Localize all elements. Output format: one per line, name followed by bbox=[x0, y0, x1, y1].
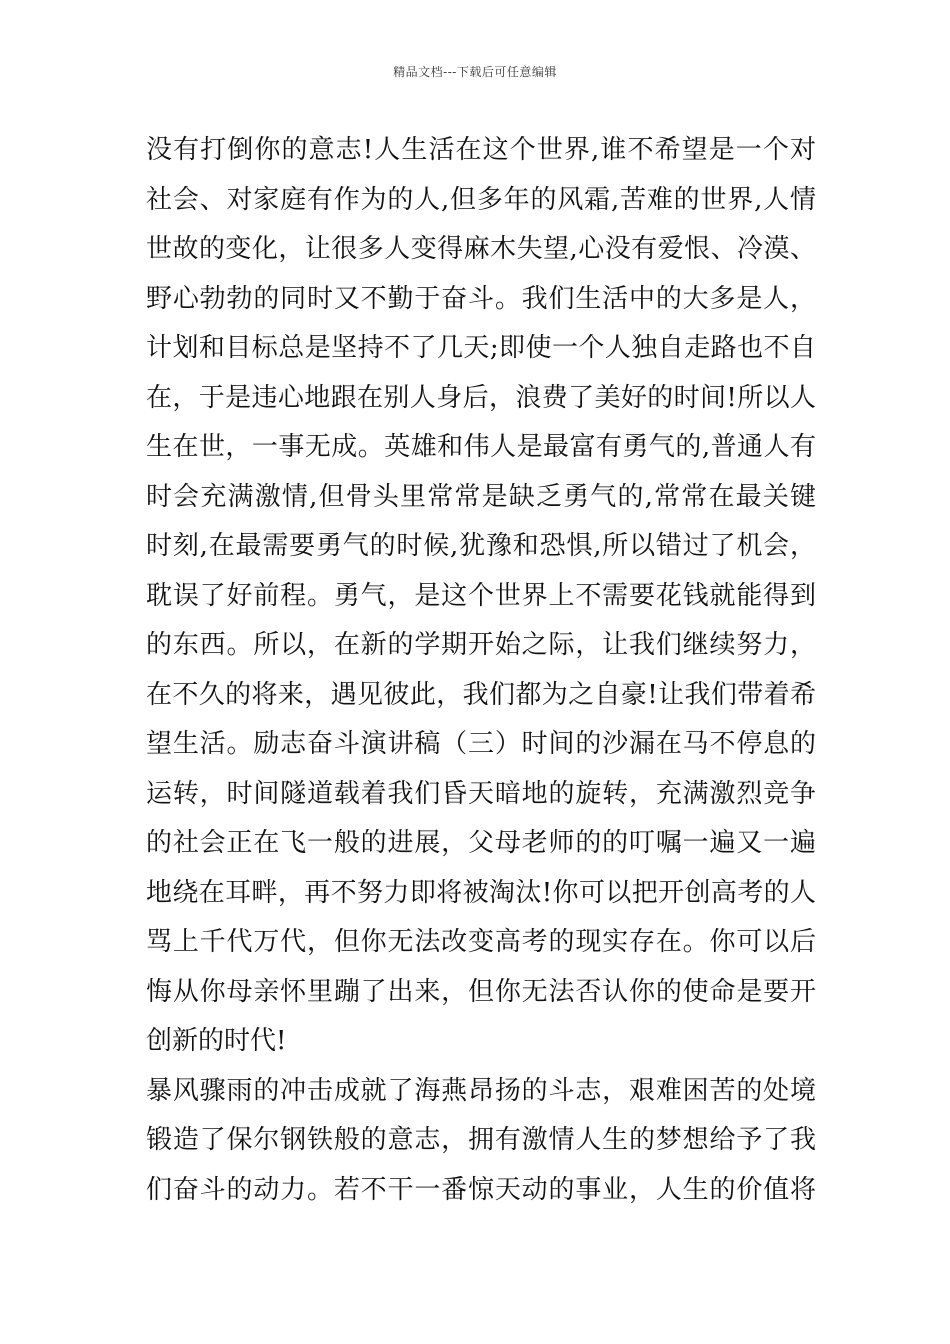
text-line: 的社会正在飞一般的进展，父母老师的的叮嘱一遍又一遍 bbox=[146, 828, 816, 858]
text-line: 没有打倒你的意志!人生活在这个世界,谁不希望是一个对 bbox=[146, 135, 816, 165]
text-line: 运转，时间隧道载着我们昏天暗地的旋转，充满激烈竞争 bbox=[146, 778, 816, 809]
text-line: 耽误了好前程。勇气，是这个世界上不需要花钱就能得到 bbox=[146, 580, 816, 611]
text-line: 的东西。所以，在新的学期开始之际，让我们继续努力， bbox=[146, 630, 816, 660]
text-line: 在不久的将来，遇见彼此，我们都为之自豪!让我们带着希 bbox=[146, 679, 816, 710]
text-line: 生在世，一事无成。英雄和伟人是最富有勇气的,普通人有 bbox=[146, 432, 816, 462]
text-line: 野心勃勃的同时又不勤于奋斗。我们生活中的大多是人， bbox=[146, 283, 816, 314]
text-line: 在，于是违心地跟在别人身后，浪费了美好的时间!所以人 bbox=[146, 382, 816, 413]
text-line: 世故的变化，让很多人变得麻木失望,心没有爱恨、冷漠、 bbox=[146, 234, 816, 264]
text-line: 望生活。励志奋斗演讲稿（三）时间的沙漏在马不停息的 bbox=[146, 729, 816, 759]
text-line: 时刻,在最需要勇气的时候,犹豫和恐惧,所以错过了机会， bbox=[146, 531, 816, 561]
text-line: 地绕在耳畔，再不努力即将被淘汰!你可以把开创高考的人 bbox=[146, 877, 816, 908]
text-line: 锻造了保尔钢铁般的意志，拥有激情人生的梦想给予了我 bbox=[146, 1125, 816, 1155]
document-body bbox=[146, 126, 816, 1215]
text-line: 时会充满激情,但骨头里常常是缺乏勇气的,常常在最关键 bbox=[146, 481, 816, 512]
text-line: 悔从你母亲怀里蹦了出来，但你无法否认你的使命是要开 bbox=[146, 976, 816, 1007]
text-line: 骂上千代万代，但你无法改变高考的现实存在。你可以后 bbox=[146, 927, 816, 957]
text-line: 创新的时代! bbox=[146, 1026, 287, 1056]
text-line: 们奋斗的动力。若不干一番惊天动的事业，人生的价值将 bbox=[146, 1174, 816, 1205]
text-line: 计划和目标总是坚持不了几天;即使一个人独自走路也不自 bbox=[146, 333, 816, 363]
text-line: 社会、对家庭有作为的人,但多年的风霜,苦难的世界,人情 bbox=[146, 184, 816, 215]
page-header: 精品文档---下载后可任意编辑 bbox=[393, 65, 557, 79]
text-line: 暴风骤雨的冲击成就了海燕昂扬的斗志，艰难困苦的处境 bbox=[146, 1075, 816, 1106]
